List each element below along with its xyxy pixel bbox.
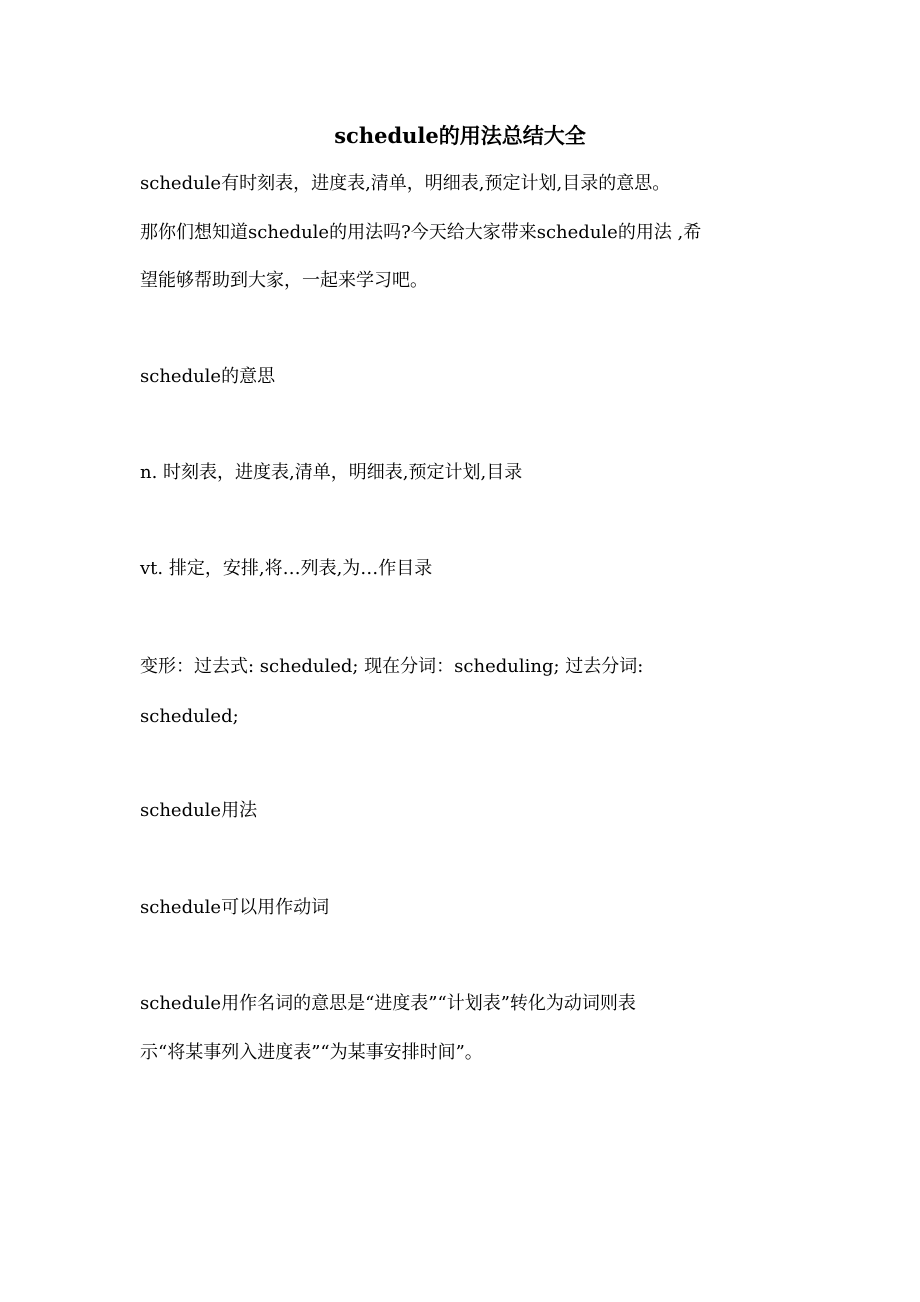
inflection-line-2: scheduled; — [140, 706, 239, 727]
verb-definition: vt. 排定，安排,将…列表,为…作目录 — [140, 558, 433, 579]
usage-heading: schedule用法 — [140, 800, 258, 821]
document-title: schedule的用法总结大全 — [334, 123, 586, 148]
intro-line-1: schedule有时刻表，进度表,清单，明细表,预定计划,目录的意思。 — [140, 173, 671, 194]
noun-definition: n. 时刻表，进度表,清单，明细表,预定计划,目录 — [140, 462, 523, 483]
meaning-heading: schedule的意思 — [140, 366, 276, 387]
usage-paragraph-line-2: 示“将某事列入进度表”“为某事安排时间”。 — [140, 1042, 483, 1063]
intro-line-2: 那你们想知道schedule的用法吗?今天给大家带来schedule的用法 ,希 — [140, 222, 702, 243]
usage-paragraph-line-1: schedule用作名词的意思是“进度表”“计划表”转化为动词则表 — [140, 993, 636, 1014]
verb-usage-heading: schedule可以用作动词 — [140, 897, 330, 918]
inflection-line-1: 变形：过去式: scheduled; 现在分词：scheduling; 过去分词: — [140, 656, 644, 677]
intro-line-3: 望能够帮助到大家，一起来学习吧。 — [140, 270, 428, 291]
